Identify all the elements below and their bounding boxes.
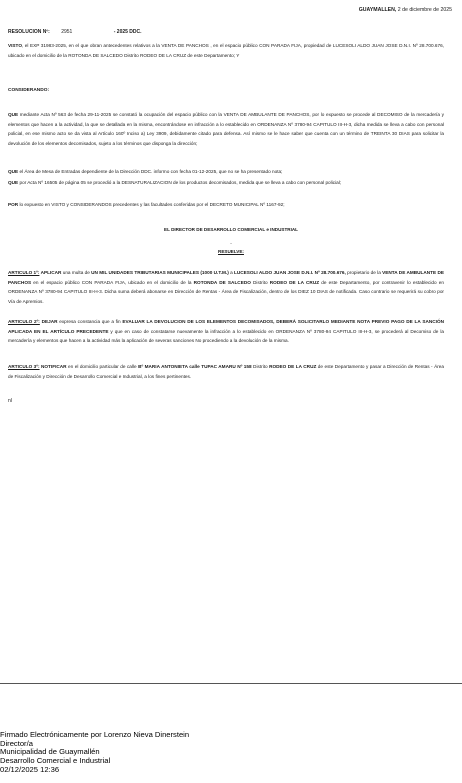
articulo-label: ARTICULO 1º: xyxy=(8,270,40,275)
articulo-text: expresa constancia que a fin xyxy=(57,319,123,324)
articulo-text: Distrito xyxy=(250,279,270,285)
articulo-bold-text: VENTA DE AMBULANTE DE PANCHOS xyxy=(8,270,444,285)
resuelve-heading: RESUELVE: xyxy=(218,249,244,254)
considerando-item-3 xyxy=(8,178,444,188)
considerando-item-2 xyxy=(8,167,444,177)
considerando-item-4 xyxy=(8,200,444,210)
document-date xyxy=(359,7,452,13)
considerando-lead: QUE xyxy=(8,169,19,174)
articulo-3 xyxy=(8,362,444,381)
articulo-bold-text: RODEO DE LA CRUZ xyxy=(269,364,317,369)
articulo-bold-text: APLICAR xyxy=(39,270,62,275)
articulo-2 xyxy=(8,317,444,346)
date-text: 2 de diciembre de 2025 xyxy=(397,7,452,13)
articulo-1 xyxy=(8,268,444,306)
initials: nl xyxy=(8,398,12,404)
articulo-text: propietario de la xyxy=(345,270,383,275)
resolution-suffix: - 2025 DDC. xyxy=(113,29,142,35)
considerando-item-1 xyxy=(8,110,444,148)
articulo-bold-text: UN MIL UNIDADES TRIBUTARIAS MUNICIPALES (1000 U.T.M.) xyxy=(91,270,229,275)
signature-line-4: Desarrollo Comercial e Industrial xyxy=(0,756,111,766)
articulo-bold-text: NOTIFICAR xyxy=(39,364,67,369)
articulo-text: y que en caso de constatarse nuevamente la infracción a lo establecido en ORDENANZA Nº 3780-94 CAPITULO III-H-3, se procederá al Decomiso de la mercadería y elementos que hacen a la actividad más la aplicación de severas sanciones No procediendo a la devolución de la misma. xyxy=(8,328,444,343)
considerando-text: mediante Acta Nº 563 de fecha 29-11-2025 se constató la ocupación del espacio público con la VENTA DE AMBULANTE DE PANCHOS, por lo expuesto se procede al DECOMISO de la mercadería y elementos que hacen a la actividad, la que se detallada en la misma, encontrándose en infracción a lo establecido en ORDENANZA Nº 3780-94 CAPITULO III-H-3, dicha medida se lleva a cabo con personal policial, en ese mismo acto se da vista al Artículo 160º Inciso a) Ley 3909, debidamente citado para defensa. Así mismo se le hace saber que cuenta con un término de TREINTA 30 DIAS para solicitar la devolución de los elementos decomisados, sujeto a los términos que disponga la dirección; xyxy=(8,112,444,146)
articulo-label: ARTICULO 3º: xyxy=(8,364,40,369)
articulo-text: en el espacio público CON PARADA FIJA, ubicado en el domicilio de la xyxy=(31,279,194,285)
resolution-label: RESOLUCION Nº: xyxy=(8,29,50,35)
articulo-text: de este Departamento, por contravenir lo establecido en ORDENANZA Nº 3780-94 CAPITULO III-H-3. Dicha suma deberá abonarse en Dirección de Rentas - Área de Fiscalización, dentro de los DIEZ 10 DIAS de notificada. Caso contrario se requerirá su cobro por Vía de Apremios. xyxy=(8,279,445,304)
visto-paragraph xyxy=(8,41,444,60)
separator-dot: - xyxy=(230,240,232,245)
articulo-label: ARTICULO 2º: xyxy=(8,319,40,324)
considerando-heading: CONSIDERANDO: xyxy=(8,88,50,93)
director-title: EL DIRECTOR DE DESARROLLO COMERCIAL e INDUSTRIAL xyxy=(164,227,298,232)
articulo-bold-text: EVALUAR LA DEVOLUCION DE LOS ELEMENTOS DECOMISADOS, DEBERÁ SOLICITARLO MEDIANTE NOTA PREVIO PAGO DE LA SANCIÓN APLICADA EN EL ARTÍCULO PRECEDENTE xyxy=(8,319,444,334)
articulo-bold-text: Bº MARIA ANTONIETA calle TUPAC AMARU Nº 158 xyxy=(138,364,252,369)
considerando-text: por Acta Nº 16505 de página 05 se procedió a la DESNATURALIZACION de los productos decomisados, medida que se lleva a cabo con personal policial; xyxy=(18,180,342,185)
electronic-signature xyxy=(0,731,189,775)
signature-line-1: Firmado Electrónicamente por Lorenzo Nieva Dinerstein xyxy=(0,730,190,739)
considerando-lead: QUE xyxy=(8,180,19,185)
articulo-text: de este Departamento y pasar a Dirección de Rentas - Área de Fiscalización y Dirección de Desarrollo Comercial e Industrial, a los fines pertinentes. xyxy=(8,364,444,379)
date-city: GUAYMALLEN, xyxy=(358,7,397,13)
considerando-lead: POR xyxy=(8,202,19,207)
visto-text: , el EXP 31983-2025, en el que obran antecedentes relativos a la VENTA DE PANCHOS , en el espacio público CON PARADA FIJA, propiedad de LUCESOLI ALDO JUAN JOSE D.N.I. Nº 28.700.676, ubicado en el domicilio de la ROTONDA DE SALCEDO Distrito RODEO DE LA CRUZ de este Departamento; Y xyxy=(8,43,444,58)
articulo-text: una multa de xyxy=(61,270,92,275)
articulo-bold-text: DEJAR xyxy=(39,319,58,324)
visto-label: VISTO xyxy=(8,43,22,48)
articulo-bold-text: ROTONDA DE SALCEDO xyxy=(193,279,251,285)
articulo-text: a xyxy=(228,270,235,275)
considerando-text: el Área de Mesa de Entradas dependiente de la Dirección DDC. informo con fecha 01-12-2025, que no se ha presentado nota; xyxy=(18,169,283,174)
considerando-text: lo expuesto en VISTO y CONSIDERANDOS precedentes y las facultades conferidas por el DECRETO MUNICIPAL Nº 1167-92; xyxy=(18,202,285,207)
articulo-text: Distrito xyxy=(251,364,270,369)
considerando-lead: QUE xyxy=(8,112,19,117)
articulo-text: en el domicilio particular de calle xyxy=(66,364,139,369)
articulo-bold-text: RODEO DE LA CRUZ xyxy=(269,279,320,285)
footer-divider xyxy=(0,683,462,684)
articulo-bold-text: LUCESOLI ALDO JUAN JOSE D.N.I. Nº 28.700.676, xyxy=(234,270,346,275)
signature-line-3: Municipalidad de Guaymallén xyxy=(0,747,100,757)
signature-line-5: 02/12/2025 12:36 xyxy=(0,764,60,774)
resolution-number: 2951 xyxy=(61,29,73,35)
signature-line-2: Director/a xyxy=(0,738,33,748)
resolution-line xyxy=(8,29,142,35)
